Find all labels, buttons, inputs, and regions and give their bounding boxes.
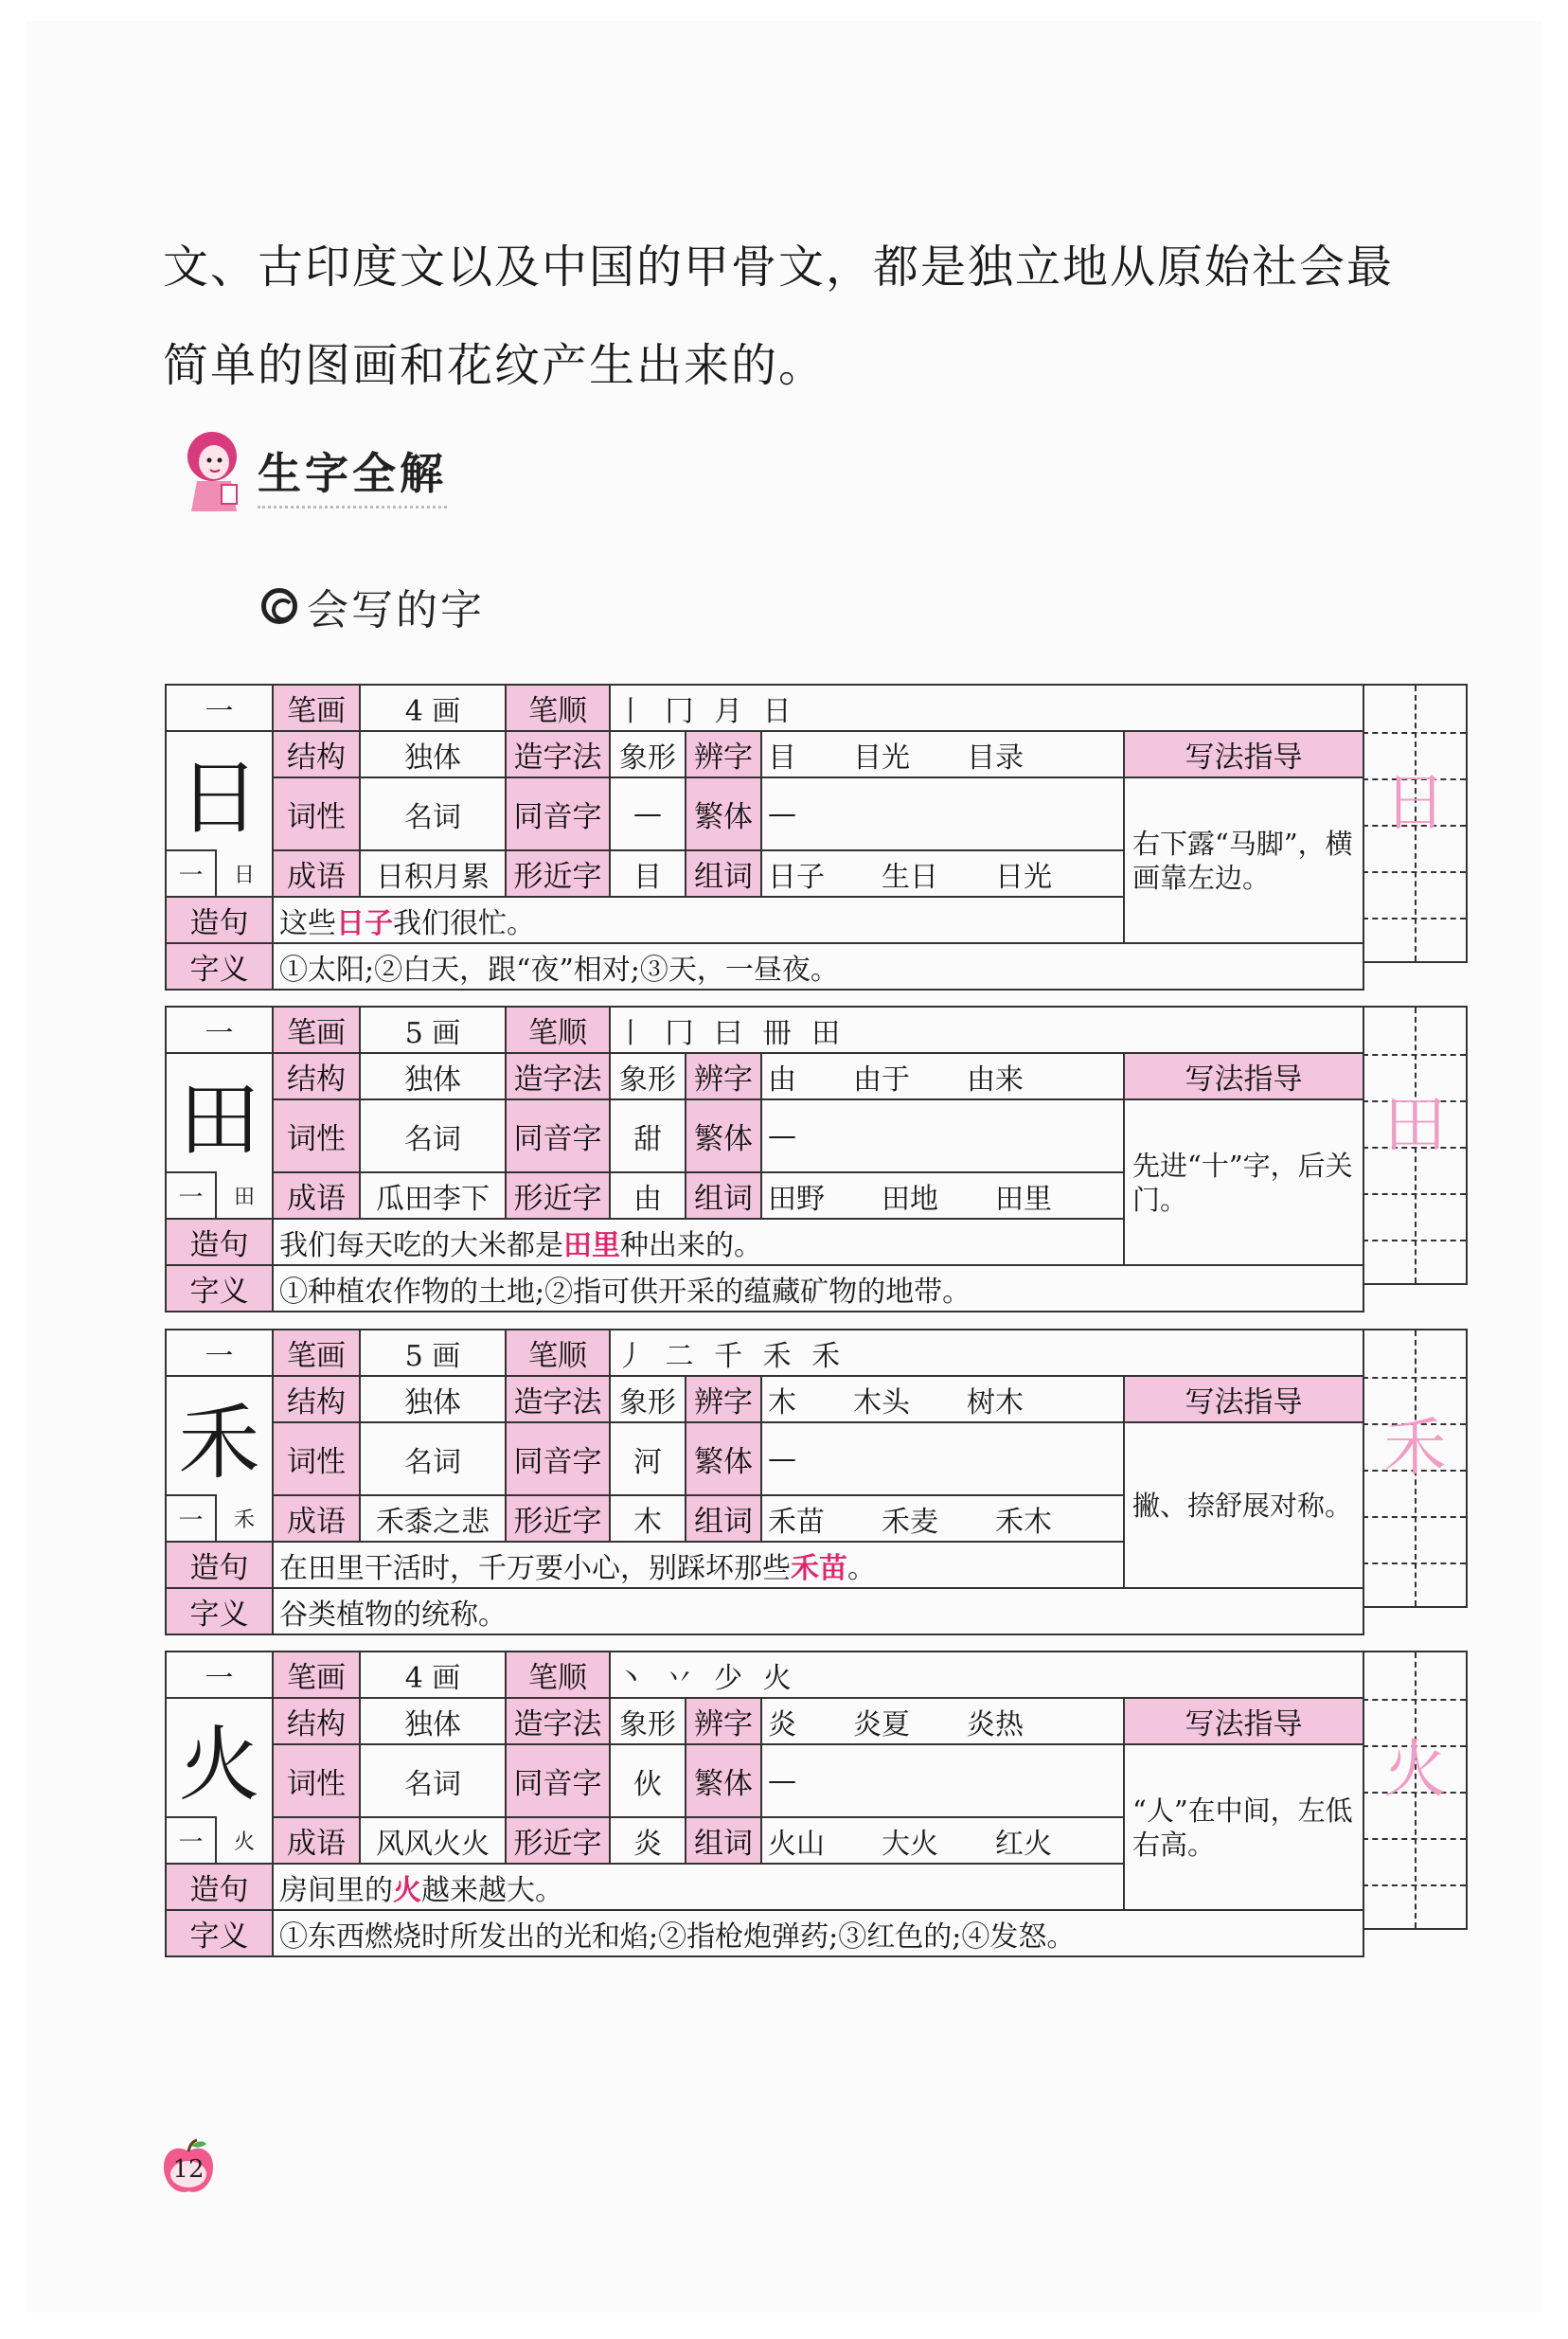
idiom-value: 风风火火 xyxy=(360,1817,506,1864)
sentence-value xyxy=(273,1542,1124,1588)
meaning-value: 谷类植物的统称。 xyxy=(273,1588,1363,1634)
traditional-value: — xyxy=(761,777,1124,850)
label-structure: 结构 xyxy=(273,1053,360,1099)
strokes-value: 4 画 xyxy=(360,1652,506,1698)
label-distinguish: 辨字 xyxy=(686,1376,761,1422)
label-similar: 形近字 xyxy=(506,1495,610,1542)
label-meaning: 字义 xyxy=(166,1265,273,1312)
sentence-post: 种出来的。 xyxy=(620,1228,762,1262)
traditional-value: — xyxy=(761,1744,1124,1817)
strokes-value: 5 画 xyxy=(360,1330,506,1376)
radical-dash: 一 xyxy=(166,850,216,897)
radical-dash: 一 xyxy=(166,1817,216,1864)
label-structure: 结构 xyxy=(273,731,360,777)
intro-paragraph xyxy=(163,218,1470,415)
similar-value: 由 xyxy=(610,1172,686,1219)
distinguish-value: 由 由于 由来 xyxy=(761,1053,1124,1099)
order-value: 丿 二 千 禾 禾 xyxy=(610,1330,1363,1376)
traditional-value: — xyxy=(761,1099,1124,1172)
label-meaning: 字义 xyxy=(166,943,273,990)
radical-char: 日 xyxy=(216,850,273,897)
main-character: 田 xyxy=(166,1053,273,1172)
label-homophone: 同音字 xyxy=(506,1422,610,1495)
sentence-highlight: 日子 xyxy=(336,906,393,940)
sentence-post: 越来越大。 xyxy=(421,1873,563,1907)
label-order: 笔顺 xyxy=(506,685,610,731)
idiom-value: 日积月累 xyxy=(360,850,506,897)
practice-guide-line xyxy=(1363,1377,1466,1379)
homophone-value: 河 xyxy=(610,1422,686,1495)
label-writing-guide: 写法指导 xyxy=(1124,1698,1363,1744)
label-writing-guide: 写法指导 xyxy=(1124,1376,1363,1422)
subsection-title: 会写的字 xyxy=(307,586,485,634)
structure-value: 独体 xyxy=(360,1698,506,1744)
compound-value: 日子 生日 日光 xyxy=(761,850,1124,897)
char-card-he xyxy=(165,1329,1468,1632)
section-title: 生字全解 xyxy=(258,439,447,509)
formation-value: 象形 xyxy=(610,1698,686,1744)
meaning-value: ①东西燃烧时所发出的光和焰;②指枪炮弹药;③红色的;④发怒。 xyxy=(273,1910,1363,1956)
label-order: 笔顺 xyxy=(506,1330,610,1376)
radical-dash: 一 xyxy=(166,1495,216,1542)
writing-guide-text: 先进“十”字，后关门。 xyxy=(1124,1099,1363,1265)
practice-guide-line xyxy=(1363,1699,1466,1701)
structure-value: 独体 xyxy=(360,1376,506,1422)
practice-guide-line xyxy=(1363,1054,1466,1056)
formation-value: 象形 xyxy=(610,731,686,777)
main-character: 火 xyxy=(166,1698,273,1817)
label-pos: 词性 xyxy=(273,1422,360,1495)
practice-guide-line xyxy=(1363,1884,1466,1886)
page-number-badge xyxy=(159,2138,218,2197)
label-pos: 词性 xyxy=(273,1099,360,1172)
distinguish-value: 木 木头 树木 xyxy=(761,1376,1124,1422)
formation-value: 象形 xyxy=(610,1376,686,1422)
label-similar: 形近字 xyxy=(506,850,610,897)
label-distinguish: 辨字 xyxy=(686,731,761,777)
main-character: 禾 xyxy=(166,1376,273,1495)
practice-guide-line xyxy=(1363,871,1466,873)
label-sentence: 造句 xyxy=(166,1542,273,1588)
intro-line-1: 文、古印度文以及中国的甲骨文，都是独立地从原始社会最 xyxy=(163,241,1395,294)
char-card-tian xyxy=(165,1006,1468,1309)
pos-value: 名词 xyxy=(360,1422,506,1495)
char-table xyxy=(165,1329,1364,1635)
tracing-character: 田 xyxy=(1383,1088,1447,1161)
sentence-value xyxy=(273,1219,1124,1265)
page-number: 12 xyxy=(172,2155,205,2184)
label-strokes: 笔画 xyxy=(273,685,360,731)
sentence-highlight: 田里 xyxy=(563,1228,620,1262)
idiom-value: 禾黍之悲 xyxy=(360,1495,506,1542)
label-order: 笔顺 xyxy=(506,1652,610,1698)
traditional-value: — xyxy=(761,1422,1124,1495)
similar-value: 目 xyxy=(610,850,686,897)
label-formation: 造字法 xyxy=(506,731,610,777)
label-traditional: 繁体 xyxy=(686,1099,761,1172)
label-writing-guide: 写法指导 xyxy=(1124,731,1363,777)
practice-guide-line xyxy=(1363,1516,1466,1518)
label-idiom: 成语 xyxy=(273,1172,360,1219)
order-value: 丨 冂 曰 冊 田 xyxy=(610,1007,1363,1053)
label-homophone: 同音字 xyxy=(506,1744,610,1817)
similar-value: 炎 xyxy=(610,1817,686,1864)
practice-box xyxy=(1363,684,1468,963)
label-idiom: 成语 xyxy=(273,850,360,897)
label-similar: 形近字 xyxy=(506,1172,610,1219)
homophone-value: 伙 xyxy=(610,1744,686,1817)
label-strokes: 笔画 xyxy=(273,1652,360,1698)
label-formation: 造字法 xyxy=(506,1376,610,1422)
similar-value: 木 xyxy=(610,1495,686,1542)
sentence-value xyxy=(273,1864,1124,1910)
sentence-pre: 我们每天吃的大米都是 xyxy=(279,1228,563,1262)
label-distinguish: 辨字 xyxy=(686,1698,761,1744)
label-idiom: 成语 xyxy=(273,1817,360,1864)
practice-guide-line xyxy=(1363,1838,1466,1840)
label-homophone: 同音字 xyxy=(506,1099,610,1172)
label-order: 笔顺 xyxy=(506,1007,610,1053)
label-traditional: 繁体 xyxy=(686,777,761,850)
char-table xyxy=(165,684,1364,991)
strokes-value: 5 画 xyxy=(360,1007,506,1053)
label-similar: 形近字 xyxy=(506,1817,610,1864)
char-card-huo xyxy=(165,1651,1468,1954)
idiom-value: 瓜田李下 xyxy=(360,1172,506,1219)
writing-guide-text: “人”在中间，左低右高。 xyxy=(1124,1744,1363,1910)
radical-char: 火 xyxy=(216,1817,273,1864)
sentence-pre: 房间里的 xyxy=(279,1873,393,1907)
order-value: 丶 丷 少 火 xyxy=(610,1652,1363,1698)
radical-char: 田 xyxy=(216,1172,273,1219)
label-sentence: 造句 xyxy=(166,1864,273,1910)
label-meaning: 字义 xyxy=(166,1910,273,1956)
order-value: 丨 冂 月 日 xyxy=(610,685,1363,731)
char-table xyxy=(165,1651,1364,1957)
sentence-highlight: 禾苗 xyxy=(791,1551,847,1585)
practice-box xyxy=(1363,1651,1468,1930)
label-homophone: 同音字 xyxy=(506,777,610,850)
compound-value: 火山 大火 红火 xyxy=(761,1817,1124,1864)
tracing-character: 禾 xyxy=(1383,1411,1447,1484)
label-formation: 造字法 xyxy=(506,1698,610,1744)
pos-value: 名词 xyxy=(360,777,506,850)
label-compound: 组词 xyxy=(686,850,761,897)
radical-char: 禾 xyxy=(216,1495,273,1542)
label-strokes: 笔画 xyxy=(273,1330,360,1376)
label-traditional: 繁体 xyxy=(686,1422,761,1495)
pos-value: 名词 xyxy=(360,1744,506,1817)
practice-guide-line xyxy=(1363,918,1466,920)
label-pos: 词性 xyxy=(273,1744,360,1817)
top-dash: 一 xyxy=(166,1652,273,1698)
label-formation: 造字法 xyxy=(506,1053,610,1099)
spiral-bullet-icon xyxy=(261,588,297,624)
structure-value: 独体 xyxy=(360,731,506,777)
writing-guide-text: 右下露“马脚”，横画靠左边。 xyxy=(1124,777,1363,943)
label-sentence: 造句 xyxy=(166,897,273,943)
top-dash: 一 xyxy=(166,685,273,731)
practice-box xyxy=(1363,1006,1468,1285)
compound-value: 禾苗 禾麦 禾木 xyxy=(761,1495,1124,1542)
label-distinguish: 辨字 xyxy=(686,1053,761,1099)
label-structure: 结构 xyxy=(273,1698,360,1744)
sentence-post: 。 xyxy=(847,1551,876,1585)
label-idiom: 成语 xyxy=(273,1495,360,1542)
tracing-character: 火 xyxy=(1383,1733,1447,1806)
pos-value: 名词 xyxy=(360,1099,506,1172)
strokes-value: 4 画 xyxy=(360,685,506,731)
meaning-value: ①太阳;②白天，跟“夜”相对;③天，一昼夜。 xyxy=(273,943,1363,990)
label-sentence: 造句 xyxy=(166,1219,273,1265)
practice-guide-line xyxy=(1363,1193,1466,1195)
top-dash: 一 xyxy=(166,1007,273,1053)
char-table xyxy=(165,1006,1364,1312)
sentence-pre: 在田里干活时，千万要小心，别踩坏那些 xyxy=(279,1551,791,1585)
tracing-character: 日 xyxy=(1383,766,1447,839)
sentence-highlight: 火 xyxy=(393,1873,421,1907)
label-compound: 组词 xyxy=(686,1495,761,1542)
subsection-header xyxy=(261,576,485,636)
distinguish-value: 炎 炎夏 炎热 xyxy=(761,1698,1124,1744)
label-strokes: 笔画 xyxy=(273,1007,360,1053)
label-writing-guide: 写法指导 xyxy=(1124,1053,1363,1099)
girl-mascot-icon xyxy=(180,428,248,513)
distinguish-value: 目 目光 目录 xyxy=(761,731,1124,777)
sentence-pre: 这些 xyxy=(279,906,336,940)
top-dash: 一 xyxy=(166,1330,273,1376)
label-compound: 组词 xyxy=(686,1817,761,1864)
main-character: 日 xyxy=(166,731,273,850)
practice-box xyxy=(1363,1329,1468,1608)
meaning-value: ①种植农作物的土地;②指可供开采的蕴藏矿物的地带。 xyxy=(273,1265,1363,1312)
homophone-value: — xyxy=(610,777,686,850)
homophone-value: 甜 xyxy=(610,1099,686,1172)
label-structure: 结构 xyxy=(273,1376,360,1422)
sentence-value xyxy=(273,897,1124,943)
section-header xyxy=(180,428,502,513)
sentence-post: 我们很忙。 xyxy=(393,906,535,940)
structure-value: 独体 xyxy=(360,1053,506,1099)
writing-guide-text: 撇、捺舒展对称。 xyxy=(1124,1422,1363,1588)
practice-guide-line xyxy=(1363,1562,1466,1564)
char-card-ri xyxy=(165,684,1468,987)
intro-line-2: 简单的图画和花纹产生出来的。 xyxy=(163,339,827,392)
label-compound: 组词 xyxy=(686,1172,761,1219)
practice-guide-line xyxy=(1363,732,1466,734)
label-traditional: 繁体 xyxy=(686,1744,761,1817)
formation-value: 象形 xyxy=(610,1053,686,1099)
practice-guide-line xyxy=(1363,1240,1466,1241)
label-pos: 词性 xyxy=(273,777,360,850)
radical-dash: 一 xyxy=(166,1172,216,1219)
compound-value: 田野 田地 田里 xyxy=(761,1172,1124,1219)
label-meaning: 字义 xyxy=(166,1588,273,1634)
